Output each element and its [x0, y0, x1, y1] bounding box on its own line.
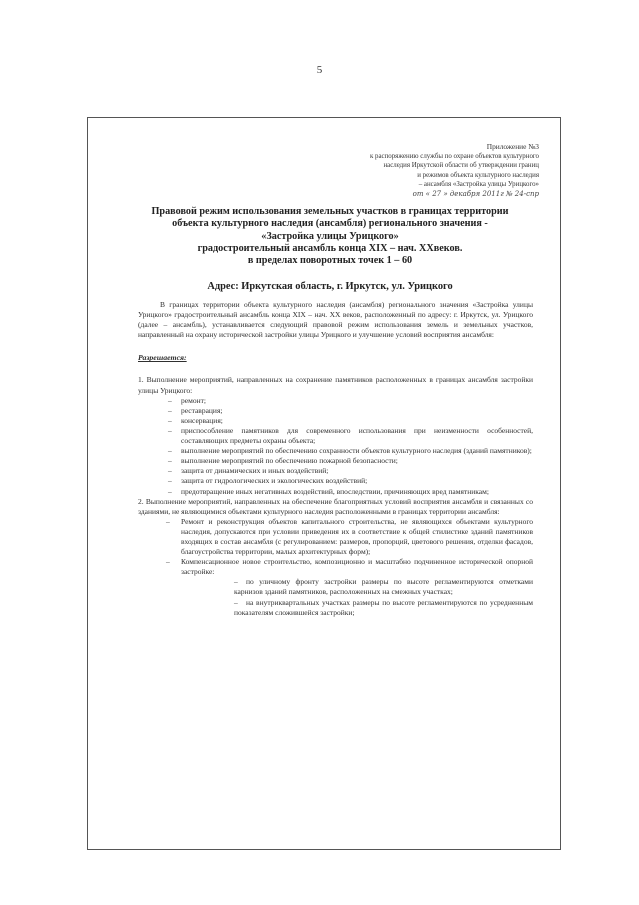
document-heading — [140, 206, 520, 267]
appendix-line: к распоряжению службы по охране объектов культурного — [369, 152, 539, 160]
heading-line: объекта культурного наследия (ансамбля) регионального значения - — [172, 218, 488, 230]
appendix-line: наследия Иркутской области об утверждении границ — [383, 162, 539, 170]
list-item: – выполнение мероприятий по обеспечению сохранности объектов культурного наследия (зданий памятников); — [138, 446, 533, 456]
list-item: – на внутриквартальных участках размеры по высоте регламентируются по усредненным показателям сложившейся застройки; — [138, 598, 533, 618]
list-item: – выполнение мероприятий по обеспечению пожарной безопасности; — [138, 456, 533, 466]
list-item: – по уличному фронту застройки размеры по высоте регламентируются отметками карнизов зданий памятников, расположенных на смежных участках; — [138, 577, 533, 597]
list-item: – приспособление памятников для современного использования при неизменности особенностей, составляющих предметы охраны объекта; — [138, 426, 533, 446]
section-1-list — [138, 396, 533, 497]
section-2-list — [138, 517, 533, 578]
list-item: – защита от динамических и иных воздействий; — [138, 466, 533, 476]
heading-line: в пределах поворотных точек 1 – 60 — [247, 255, 413, 267]
list-item: – защита от гидрологических и экологических воздействий; — [138, 476, 533, 486]
document-body — [138, 294, 533, 618]
appendix-title: Приложение №3 — [486, 142, 539, 151]
appendix-block — [279, 142, 539, 200]
list-item: – ремонт; — [138, 396, 533, 406]
appendix-line: – ансамбля «Застройка улицы Урицкого» — [418, 181, 539, 189]
address-line: Адрес: Иркутская область, г. Иркутск, ул. Урицкого — [207, 281, 453, 292]
list-item: – реставрация; — [138, 406, 533, 416]
section-2-title: 2. Выполнение мероприятий, направленных на обеспечение благоприятных условий восприятия ансамбля и связанных со зданиями, не являющимися объектами культурного наследия расположенными в границах территории ансамбля: — [138, 496, 533, 516]
list-item: – консервация; — [138, 416, 533, 426]
appendix-line: и режимов объекта культурного наследия — [417, 171, 539, 179]
section-1-title: 1. Выполнение мероприятий, направленных на сохранение памятников расположенных в границах ансамбля застройки улицы Урицкого: — [138, 375, 533, 395]
appendix-date-line — [279, 190, 539, 200]
page-number: 5 — [316, 64, 323, 76]
list-item: – Ремонт и реконструкция объектов капитального строительства, не являющихся объектами культурного наследия, допускаются при условии приведения их в соответствие к общей стилистике зданий памятников входящих в состав ансамбля (с регулированием: размеров, пропорций, цветового решения, отделки фасадов, благоустройства территории, малых архитектурных форм); — [138, 517, 533, 557]
intro-paragraph: В границах территории объекта культурного наследия (ансамбля) регионального значения «Застройка улицы Урицкого» градостроительный ансамбль конца XIX – нач. XX веков, расположенный по адресу: г. Иркутск, ул. Урицкого (далее – ансамбль), устанавливается следующий правовой режим использования земель и земельных участков, направленный на охрану исторической застройки улицы Урицкого и улучшение условий восприятия ансамбля: — [138, 300, 533, 340]
heading-line: Правовой режим использования земельных участков в границах территории — [151, 206, 509, 217]
section-2-sublist — [138, 577, 533, 617]
heading-line: «Застройка улицы Урицкого» — [261, 230, 399, 242]
list-item: – Компенсационное новое строительство, композиционно и масштабно подчиненное исторической опорной застройке: — [138, 557, 533, 577]
heading-line: градостроительный ансамбль конца XIX – нач. XXвеков. — [197, 242, 463, 254]
appendix-date: от « 27 » декабря 2011г № 24-спр — [412, 189, 539, 198]
list-item: – предотвращение иных негативных воздействий, впоследствии, причиняющих вред памятникам; — [138, 487, 533, 497]
allowed-label: Разрешается: — [138, 353, 187, 363]
